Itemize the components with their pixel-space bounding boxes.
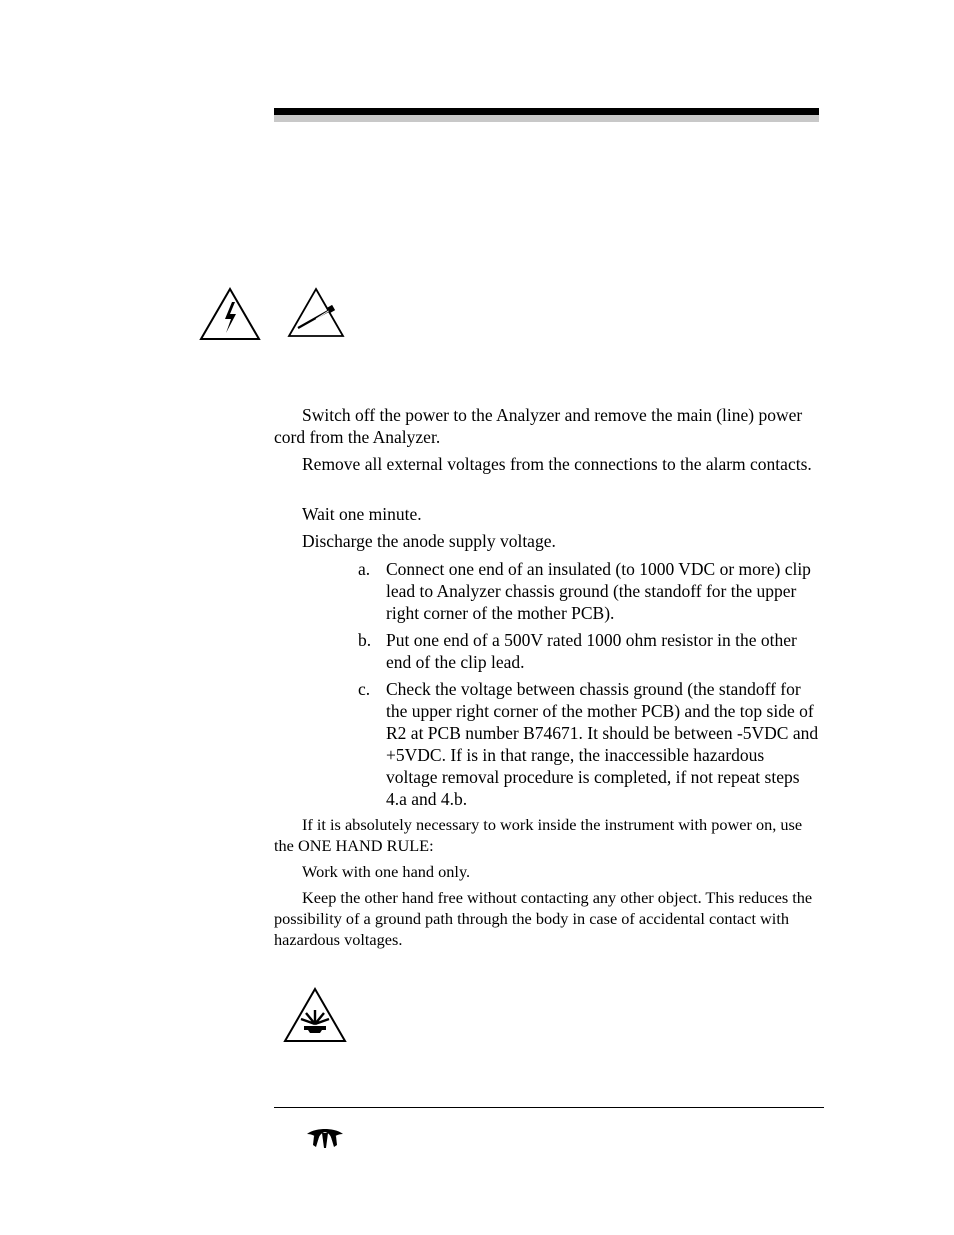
paragraph-remove-voltages: Remove all external voltages from the connections to the alarm contacts. <box>302 454 812 474</box>
step-b <box>358 629 820 673</box>
step-text: Check the voltage between chassis ground (the standoff for the upper right corner of the mother PCB) and the top side of R2 at PCB number B74671. It should be between -5VDC and +5VDC. If is in that range, the inaccessible hazardous voltage removal procedure is completed, if not repeat steps 4.a and 4.b. <box>386 679 819 809</box>
header-rule-shadow <box>274 115 819 122</box>
step-text: Put one end of a 500V rated 1000 ohm resistor in the other end of the clip lead. <box>386 630 797 672</box>
paragraph-power-off: Switch off the power to the Analyzer and remove the main (line) power cord from the Analyzer. <box>274 405 803 447</box>
high-voltage-warning-icon <box>198 286 262 342</box>
step-label: b. <box>358 630 372 650</box>
technician-only-icon <box>286 286 346 340</box>
step-label: c. <box>358 679 371 699</box>
step-a <box>358 558 820 624</box>
paragraph-one-hand-rule: If it is absolutely necessary to work inside the instrument with power on, use the ONE HAND RULE: <box>274 815 803 855</box>
step-c <box>358 678 820 810</box>
step-text: Connect one end of an insulated (to 1000 VDC or more) clip lead to Analyzer chassis ground (the standoff for the upper right corner of the mother PCB). <box>386 559 811 623</box>
paragraph-one-hand: Work with one hand only. <box>302 862 471 881</box>
footer-rule <box>274 1107 824 1108</box>
paragraph-other-hand: Keep the other hand free without contacting any other object. This reduces the possibility of a ground path through the body in case of accidental contact with hazardous voltages. <box>274 888 813 949</box>
header-rule <box>274 108 819 115</box>
step-label: a. <box>358 559 371 579</box>
sensor-hazard-icon <box>282 986 348 1044</box>
paragraph-wait: Wait one minute. <box>302 504 422 524</box>
paragraph-discharge: Discharge the anode supply voltage. <box>302 531 556 551</box>
teledyne-logo-icon <box>306 1127 344 1149</box>
